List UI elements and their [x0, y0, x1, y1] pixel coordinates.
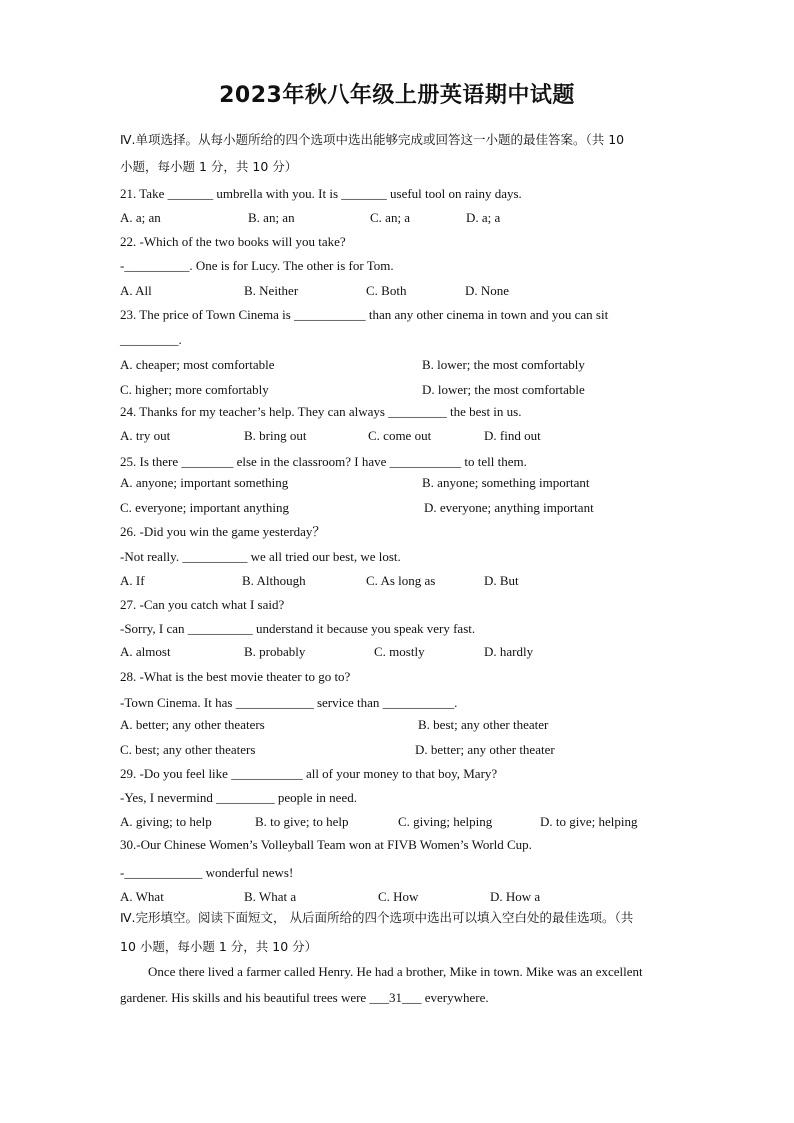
option-b: B. an; an [248, 210, 295, 225]
section-instruction-line: 小题，每小题 1 分，共 10 分） [120, 159, 298, 174]
option-c: C. an; a [370, 210, 411, 225]
option-d: D. But [484, 573, 519, 588]
question-stem: -__________. One is for Lucy. The other is for Tom. [120, 258, 394, 273]
option-c: C. come out [368, 428, 432, 443]
option-d: D. None [465, 283, 510, 298]
option-a: A. almost [120, 644, 171, 659]
option-a: A. cheaper; most comfortable [120, 357, 275, 372]
option-d: D. lower; the most comfortable [422, 382, 585, 397]
option-b: B. lower; the most comfortably [422, 357, 585, 372]
option-b: B. to give; to help [255, 814, 349, 829]
section-instruction-line: 10 小题，每小题 1 分，共 10 分） [120, 939, 318, 954]
option-a: A. a; an [120, 210, 161, 225]
option-c: C. As long as [366, 573, 436, 588]
section-instruction-line: Ⅳ.完形填空。阅读下面短文， 从后面所给的四个选项中选出可以填入空白处的最佳选项。（共 [120, 910, 634, 925]
question-stem: 25. Is there ________ else in the classroom? I have ___________ to tell them. [120, 454, 527, 469]
section-instruction-line: Ⅳ.单项选择。从每小题所给的四个选项中选出能够完成或回答这一小题的最佳答案。（共 10 [120, 132, 625, 147]
option-a: A. giving; to help [120, 814, 212, 829]
option-b: B. bring out [244, 428, 307, 443]
option-d: D. hardly [484, 644, 534, 659]
option-b: B. probably [244, 644, 306, 659]
question-stem: 29. -Do you feel like ___________ all of your money to that boy, Mary? [120, 766, 498, 781]
question-stem: 30.-Our Chinese Women’s Volleyball Team won at FIVB Women’s World Cup. [120, 837, 532, 852]
option-a: A. If [120, 573, 145, 588]
option-d: D. everyone; anything important [424, 500, 594, 515]
option-b: B. anyone; something important [422, 475, 590, 490]
option-d: D. find out [484, 428, 541, 443]
option-b: B. best; any other theater [418, 717, 549, 732]
option-d: D. How a [490, 889, 541, 904]
question-stem: 26. -Did you win the game yesterday？ [120, 524, 326, 539]
option-d: D. to give; helping [540, 814, 638, 829]
question-stem: -____________ wonderful news! [120, 865, 294, 880]
option-a: A. All [120, 283, 152, 298]
option-d: D. better; any other theater [415, 742, 555, 757]
option-c: C. higher; more comfortably [120, 382, 269, 397]
option-c: C. everyone; important anything [120, 500, 289, 515]
question-stem: 27. -Can you catch what I said? [120, 597, 285, 612]
question-stem: _________. [120, 332, 182, 347]
question-stem: 28. -What is the best movie theater to go to? [120, 669, 351, 684]
question-stem: 23. The price of Town Cinema is ___________ than any other cinema in town and you can sit [120, 307, 609, 322]
passage-paragraph: Once there lived a farmer called Henry. He had a brother, Mike in town. Mike was an excellent gardener. His skills and his beautiful trees were ___31___ everywhere. [120, 964, 643, 1005]
option-b: B. What a [244, 889, 297, 904]
question-stem: -Yes, I nevermind _________ people in need. [120, 790, 357, 805]
option-a: A. try out [120, 428, 171, 443]
option-a: A. better; any other theaters [120, 717, 265, 732]
question-stem: 22. -Which of the two books will you take? [120, 234, 346, 249]
question-stem: 21. Take _______ umbrella with you. It is _______ useful tool on rainy days. [120, 186, 522, 201]
option-a: A. What [120, 889, 164, 904]
question-stem: -Town Cinema. It has ____________ service than ___________. [120, 695, 458, 710]
option-b: B. Although [242, 573, 306, 588]
option-c: C. best; any other theaters [120, 742, 256, 757]
option-d: D. a; a [466, 210, 501, 225]
option-c: C. How [378, 889, 419, 904]
option-a: A. anyone; important something [120, 475, 289, 490]
option-c: C. Both [366, 283, 407, 298]
option-b: B. Neither [244, 283, 299, 298]
question-stem: -Sorry, I can __________ understand it because you speak very fast. [120, 621, 476, 636]
option-c: C. giving; helping [398, 814, 493, 829]
question-stem: -Not really. __________ we all tried our best, we lost. [120, 549, 401, 564]
question-stem: 24. Thanks for my teacher’s help. They can always _________ the best in us. [120, 404, 522, 419]
page-title: 2023年秋八年级上册英语期中试题 [219, 83, 575, 108]
option-c: C. mostly [374, 644, 425, 659]
